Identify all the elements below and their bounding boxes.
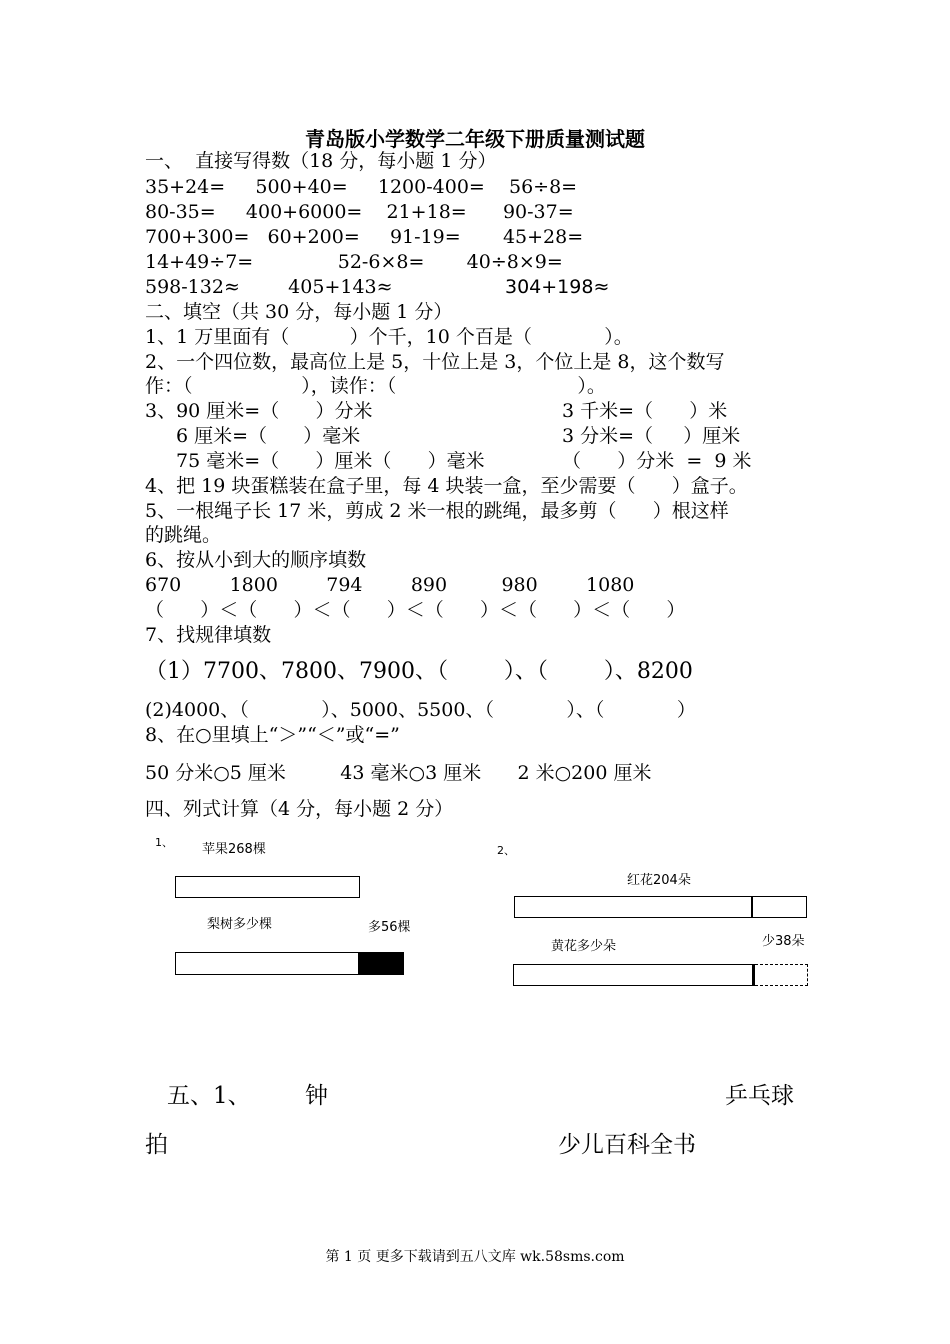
calc-row-4: 14+49÷7= 52-6×8= 40÷8×9= bbox=[145, 251, 563, 273]
yellow-flower-bar bbox=[513, 964, 755, 986]
diagram-1-label-bottom: 梨树多少棵 bbox=[207, 917, 273, 932]
fill-q3-c: 6 厘米=（ ）毫米 bbox=[176, 425, 361, 447]
fill-q8: 8、在○里填上“＞”“＜”或“=” bbox=[145, 724, 400, 746]
calc-row-3: 700+300= 60+200= 91-19= 45+28= bbox=[145, 226, 584, 248]
fill-q4: 4、把 19 块蛋糕装在盒子里，每 4 块装一盒，至少需要（ ）盒子。 bbox=[145, 475, 748, 497]
pear-bar-extra bbox=[358, 952, 404, 975]
section-5-encyclopedia: 少儿百科全书 bbox=[558, 1132, 696, 1158]
fill-q2: 2、一个四位数，最高位上是 5，十位上是 3，个位上是 8，这个数写 bbox=[145, 351, 725, 373]
fill-q6: 6、按从小到大的顺序填数 bbox=[145, 549, 367, 571]
section-5-item-1: 五、1、 bbox=[167, 1083, 251, 1109]
calc-row-2: 80-35= 400+6000= 21+18= 90-37= bbox=[145, 201, 574, 223]
fill-q3-f: （ ）分米 = 9 米 bbox=[562, 450, 752, 472]
fill-q5-cont: 的跳绳。 bbox=[145, 524, 222, 546]
diagram-1-label-extra: 多56棵 bbox=[368, 920, 411, 935]
apple-bar bbox=[175, 876, 360, 898]
fill-q3-b: 3 千米=（ ）米 bbox=[562, 400, 728, 422]
fill-q8-items: 50 分米○5 厘米 43 毫米○3 厘米 2 米○200 厘米 bbox=[145, 762, 652, 784]
section-5-pingpong: 乒乓球 bbox=[725, 1083, 794, 1109]
fill-q3-e: 75 毫米=（ ）厘米（ ）毫米 bbox=[176, 450, 485, 472]
yellow-flower-less-part bbox=[755, 964, 808, 986]
section-5-paddle: 拍 bbox=[145, 1132, 168, 1158]
fill-q7: 7、找规律填数 bbox=[145, 624, 272, 646]
fill-q5: 5、一根绳子长 17 米，剪成 2 米一根的跳绳，最多剪（ ）根这样 bbox=[145, 500, 729, 522]
diagram-2-label-bottom: 黄花多少朵 bbox=[551, 939, 617, 954]
fill-q7-1: （1）7700、7800、7900、（ ）、（ ）、8200 bbox=[145, 659, 693, 684]
fill-q1: 1、1 万里面有（ ）个千，10 个百是（ ）。 bbox=[145, 326, 633, 348]
red-flower-divider bbox=[751, 896, 753, 918]
fill-q6-numbers: 670 1800 794 890 980 1080 bbox=[145, 574, 635, 596]
fill-q6-blanks: （ ）＜（ ）＜（ ）＜（ ）＜（ ）＜（ ） bbox=[145, 599, 686, 621]
calc-row-5: 598-132≈ 405+143≈ bbox=[145, 276, 393, 298]
section-2-heading: 二、填空（共 30 分，每小题 1 分） bbox=[145, 301, 453, 323]
diagram-1-label-top: 苹果268棵 bbox=[202, 842, 266, 857]
fill-q3-d: 3 分米=（ ）厘米 bbox=[562, 425, 741, 447]
page-title: 青岛版小学数学二年级下册质量测试题 bbox=[305, 127, 645, 151]
diagram-1-number: 1、 bbox=[155, 836, 173, 849]
section-5-clock: 钟 bbox=[305, 1083, 328, 1109]
section-1-heading: 一、 直接写得数（18 分，每小题 1 分） bbox=[145, 150, 497, 172]
fill-q2-cont: 作：（ ），读作：（ ）。 bbox=[145, 375, 606, 397]
red-flower-bar bbox=[514, 896, 807, 918]
pear-bar bbox=[175, 952, 360, 975]
diagram-2-number: 2、 bbox=[497, 844, 515, 857]
diagram-2-label-extra: 少38朵 bbox=[762, 934, 805, 949]
page-footer: 第 1 页 更多下载请到五八文库 wk.58sms.com bbox=[325, 1249, 625, 1265]
calc-row-5-extra: 304+198≈ bbox=[505, 276, 610, 298]
fill-q3-a: 3、90 厘米=（ ）分米 bbox=[145, 400, 373, 422]
diagram-2-label-top: 红花204朵 bbox=[627, 873, 691, 888]
section-4-heading: 四、列式计算（4 分，每小题 2 分） bbox=[145, 798, 454, 820]
calc-row-1: 35+24= 500+40= 1200-400= 56÷8= bbox=[145, 176, 578, 198]
fill-q7-2: (2)4000、（ ）、5000、5500、（ ）、（ ） bbox=[145, 699, 696, 721]
